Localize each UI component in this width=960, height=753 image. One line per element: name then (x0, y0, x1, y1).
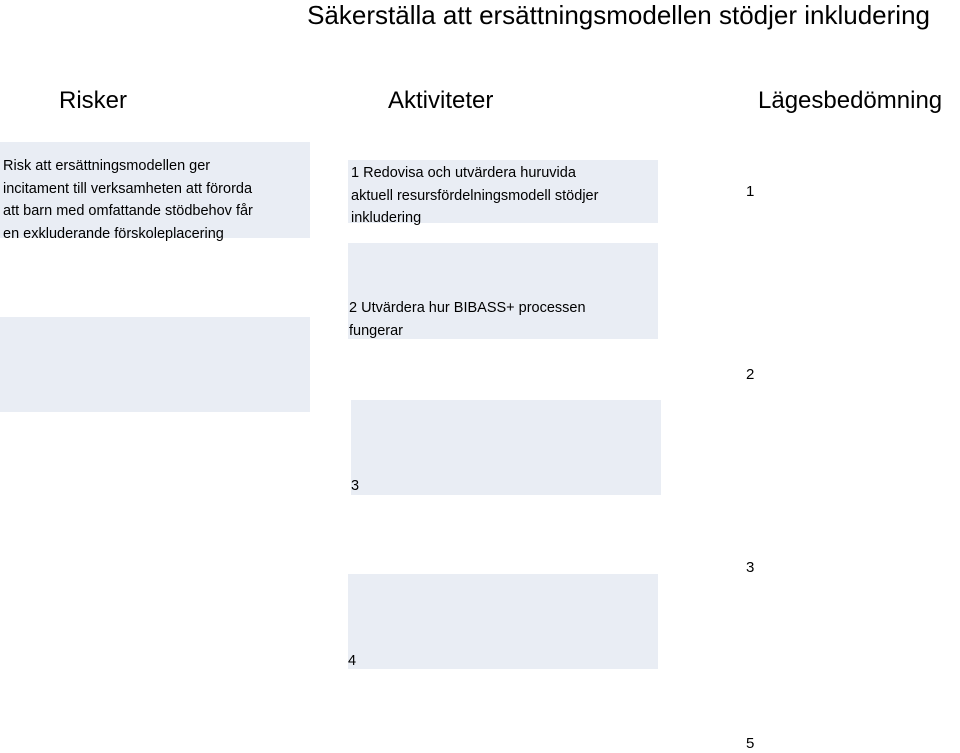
column-header-activities: Aktiviteter (388, 87, 494, 114)
activity-box-4 (348, 574, 658, 669)
activity-text-3: 3 (351, 478, 360, 494)
column-header-risks: Risker (59, 87, 128, 114)
column-header-assessment: Lägesbedömning (758, 87, 943, 114)
page-title: Säkerställa att ersättningsmodellen stödjer inkludering (307, 0, 930, 30)
risk-box-1 (0, 142, 310, 242)
activity-box-3 (351, 400, 661, 495)
activity-text-1: 1 Redovisa och utvärdera huruvida aktuell resursfördelningsmodell stödjer inkludering (351, 165, 599, 226)
assessment-value-1: 1 (746, 183, 755, 200)
risk-box-2 (0, 317, 310, 412)
assessment-value-3: 3 (746, 559, 755, 576)
activity-text-2: 2 Utvärdera hur BIBASS+ processen fungerar (349, 300, 586, 339)
risk-text-1: Risk att ersättningsmodellen ger incitament till verksamheten att förorda att barn med omfattande stödbehov får en exkluderande förskoleplacering (3, 158, 253, 242)
activity-box-2 (348, 243, 658, 339)
activity-box-1 (348, 160, 658, 226)
assessment-value-2: 2 (746, 366, 755, 383)
assessment-value-4: 5 (746, 735, 755, 752)
activity-text-4: 4 (348, 653, 357, 669)
